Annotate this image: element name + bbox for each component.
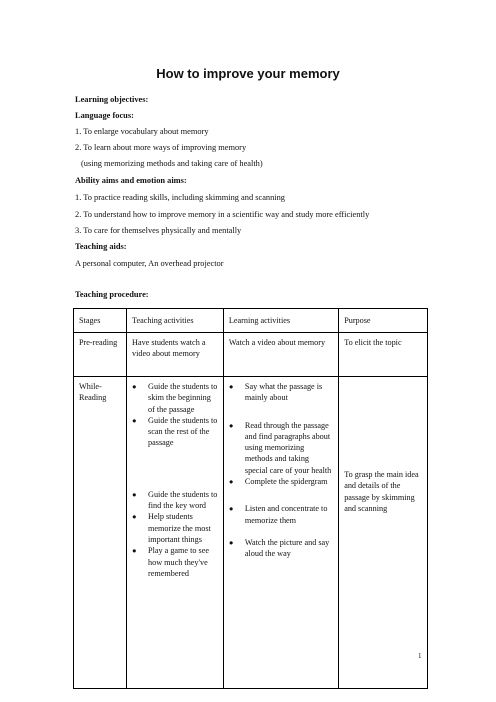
table-row-while-reading bbox=[74, 377, 428, 689]
teaching-item: ● Guide the students to scan the rest of the passage bbox=[132, 415, 218, 449]
teaching-item: ● Help students memorize the most important things bbox=[132, 511, 218, 545]
table-row-pre-reading bbox=[74, 333, 428, 377]
table-header-row bbox=[74, 309, 428, 333]
objective-line: 1. To enlarge vocabulary about memory bbox=[75, 127, 209, 136]
learning-item: ● Complete the spidergram bbox=[229, 476, 333, 487]
stage-cell: Pre-reading bbox=[74, 333, 127, 377]
teaching-item: ● Guide the students to skim the beginning of the passage bbox=[132, 381, 218, 415]
learning-cell bbox=[223, 377, 338, 689]
aim-line: 2. To understand how to improve memory in a scientific way and study more efficiently bbox=[75, 210, 370, 219]
learning-item: ● Read through the passage and find paragraphs about using memorizing methods and taking special care of your health bbox=[229, 420, 333, 476]
header-teaching-activities: Teaching activities bbox=[127, 309, 224, 333]
purpose-cell bbox=[339, 377, 428, 689]
objective-line: 2. To learn about more ways of improving memory bbox=[75, 143, 247, 152]
heading-language-focus: Language focus: bbox=[75, 111, 134, 120]
heading-ability-aims: Ability aims and emotion aims: bbox=[75, 176, 187, 185]
learning-cell: Watch a video about memory bbox=[223, 333, 338, 377]
heading-learning-objectives: Learning objectives: bbox=[75, 95, 149, 104]
aim-line: 1. To practice reading skills, including skimming and scanning bbox=[75, 193, 285, 202]
heading-teaching-procedure: Teaching procedure: bbox=[75, 290, 149, 299]
teaching-cell: Have students watch a video about memory bbox=[127, 333, 224, 377]
heading-teaching-aids: Teaching aids: bbox=[75, 242, 127, 251]
header-purpose: Purpose bbox=[339, 309, 428, 333]
page-number: 1 bbox=[418, 652, 422, 660]
teaching-cell bbox=[127, 377, 224, 689]
aim-line: 3. To care for themselves physically and mentally bbox=[75, 226, 242, 235]
procedure-table bbox=[73, 308, 428, 689]
learning-item: ● Listen and concentrate to memorize them bbox=[229, 503, 333, 526]
purpose-text: To grasp the main idea and details of the passage by skimming and scanning bbox=[344, 470, 419, 513]
purpose-cell: To elicit the topic bbox=[339, 333, 428, 377]
objective-line: (using memorizing methods and taking care of health) bbox=[81, 159, 263, 168]
header-stages: Stages bbox=[74, 309, 127, 333]
learning-item: ● Watch the picture and say aloud the way bbox=[229, 537, 333, 560]
stage-cell: While-Reading bbox=[74, 377, 127, 689]
teaching-item: ● Play a game to see how much they've remembered bbox=[132, 545, 218, 579]
document-title: How to improve your memory bbox=[156, 66, 340, 81]
header-learning-activities: Learning activities bbox=[223, 309, 338, 333]
teaching-aids-text: A personal computer, An overhead projector bbox=[75, 259, 224, 268]
learning-item: ● Say what the passage is mainly about bbox=[229, 381, 333, 404]
teaching-item: ● Guide the students to find the key word bbox=[132, 489, 218, 512]
